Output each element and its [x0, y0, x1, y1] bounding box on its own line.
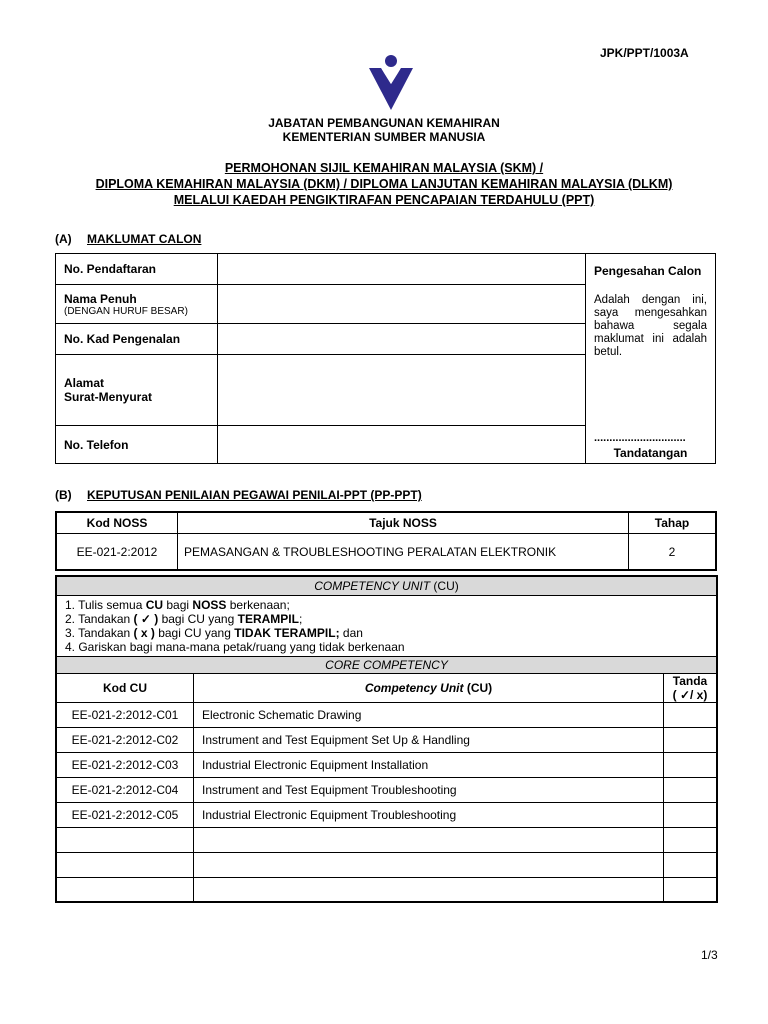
- empty-unit-cell[interactable]: [194, 877, 664, 902]
- section-a-heading: [55, 232, 201, 246]
- cu-title-italic: COMPETENCY UNIT: [314, 578, 431, 593]
- instruction-4: 4. Gariskan bagi mana-mana petak/ruang yang tidak berkenaan: [65, 639, 405, 654]
- label-nama-penuh: [56, 285, 218, 324]
- kod-noss-value: EE-021-2:2012: [56, 534, 178, 571]
- cu-unit: Electronic Schematic Drawing: [194, 702, 664, 727]
- cu-unit: Instrument and Test Equipment Set Up & Handling: [194, 727, 664, 752]
- org-name-line1: JABATAN PEMBANGUNAN KEMAHIRAN: [268, 116, 500, 130]
- field-nama-penuh[interactable]: [218, 285, 586, 324]
- empty-row: [56, 827, 717, 852]
- pengesahan-text: Adalah dengan ini, saya mengesahkan bahawa segala maklumat ini adalah betul.: [594, 294, 707, 358]
- table-row: [56, 727, 717, 752]
- cu-code: EE-021-2:2012-C03: [56, 752, 194, 777]
- jpk-logo: [367, 54, 415, 110]
- empty-kod-cell[interactable]: [56, 852, 194, 877]
- empty-tanda-cell[interactable]: [664, 852, 718, 877]
- candidate-info-table: [55, 253, 716, 464]
- alamat-line1: Alamat: [64, 376, 105, 390]
- cu-unit: Industrial Electronic Equipment Installation: [194, 752, 664, 777]
- nama-note: (DENGAN HURUF BESAR): [64, 305, 188, 317]
- col-tahap: Tahap: [629, 512, 717, 534]
- pengesahan-title: Pengesahan Calon: [594, 264, 702, 278]
- section-b-label: (B): [55, 488, 72, 502]
- col-tanda: Tanda ( ✓/ x): [664, 673, 718, 702]
- label-alamat: [56, 355, 218, 426]
- label-kad-pengenalan: No. Kad Pengenalan: [56, 324, 218, 355]
- tajuk-noss-value: PEMASANGAN & TROUBLESHOOTING PERALATAN ELEKTRONIK: [178, 534, 629, 571]
- cu-unit: Instrument and Test Equipment Troubleshooting: [194, 777, 664, 802]
- table-row: [56, 802, 717, 827]
- section-a-label: (A): [55, 232, 72, 246]
- form-title-line1: PERMOHONAN SIJIL KEMAHIRAN MALAYSIA (SKM) /: [224, 161, 544, 175]
- instructions: [56, 595, 717, 656]
- pengesahan-calon-box: [586, 254, 716, 464]
- cu-code: EE-021-2:2012-C01: [56, 702, 194, 727]
- field-kad-pengenalan[interactable]: [218, 324, 586, 355]
- empty-unit-cell[interactable]: [194, 827, 664, 852]
- label-telefon: No. Telefon: [56, 426, 218, 464]
- col-kod-noss: Kod NOSS: [56, 512, 178, 534]
- core-competency-label: CORE COMPETENCY: [56, 656, 717, 673]
- col-competency-unit: Competency Unit (CU): [194, 673, 664, 702]
- document-reference: JPK/PPT/1003A: [600, 46, 689, 60]
- instruction-2: 2. Tandakan ( ✓ ) bagi CU yang TERAMPIL;: [65, 611, 303, 626]
- competency-unit-table: [55, 575, 718, 903]
- section-b-title: KEPUTUSAN PENILAIAN PEGAWAI PENILAI-PPT (PP-PPT): [87, 488, 422, 502]
- field-no-pendaftaran[interactable]: [218, 254, 586, 285]
- signature-line[interactable]: ..............................: [594, 432, 686, 444]
- tanda-cell[interactable]: [664, 702, 718, 727]
- table-row: [56, 752, 717, 777]
- org-name-line2: KEMENTERIAN SUMBER MANUSIA: [282, 130, 486, 144]
- col-tajuk-noss: Tajuk NOSS: [178, 512, 629, 534]
- label-no-pendaftaran: No. Pendaftaran: [56, 254, 218, 285]
- empty-kod-cell[interactable]: [56, 877, 194, 902]
- table-row: [56, 702, 717, 727]
- signature-label: Tandatangan: [613, 446, 688, 460]
- tanda-cell[interactable]: [664, 802, 718, 827]
- empty-tanda-cell[interactable]: [664, 877, 718, 902]
- empty-row: [56, 852, 717, 877]
- cu-code: EE-021-2:2012-C05: [56, 802, 194, 827]
- instruction-1: 1. Tulis semua CU bagi NOSS berkenaan;: [65, 597, 290, 612]
- tanda-cell[interactable]: [664, 752, 718, 777]
- empty-kod-cell[interactable]: [56, 827, 194, 852]
- cu-code: EE-021-2:2012-C04: [56, 777, 194, 802]
- page-number: 1/3: [701, 948, 718, 962]
- field-telefon[interactable]: [218, 426, 586, 464]
- nama-label: Nama Penuh: [64, 291, 137, 306]
- cu-code: EE-021-2:2012-C02: [56, 727, 194, 752]
- section-b-heading: [55, 488, 422, 502]
- cu-title-rest: (CU): [433, 578, 459, 593]
- tanda-cell[interactable]: [664, 727, 718, 752]
- form-title-line3: MELALUI KAEDAH PENGIKTIRAFAN PENCAPAIAN TERDAHULU (PPT): [173, 193, 595, 207]
- tahap-value: 2: [629, 534, 717, 571]
- alamat-line2: Surat-Menyurat: [64, 390, 153, 404]
- cu-unit: Industrial Electronic Equipment Troubleshooting: [194, 802, 664, 827]
- instruction-3: 3. Tandakan ( x ) bagi CU yang TIDAK TERAMPIL; dan: [65, 625, 363, 640]
- field-alamat[interactable]: [218, 355, 586, 426]
- empty-tanda-cell[interactable]: [664, 827, 718, 852]
- form-title-line2: DIPLOMA KEMAHIRAN MALAYSIA (DKM) / DIPLOMA LANJUTAN KEMAHIRAN MALAYSIA (DLKM): [95, 177, 673, 191]
- tanda-cell[interactable]: [664, 777, 718, 802]
- cu-table-title: [56, 576, 717, 595]
- table-row: [56, 777, 717, 802]
- empty-unit-cell[interactable]: [194, 852, 664, 877]
- section-a-title: MAKLUMAT CALON: [87, 232, 202, 246]
- noss-table: [55, 511, 717, 571]
- empty-row: [56, 877, 717, 902]
- col-kod-cu: Kod CU: [56, 673, 194, 702]
